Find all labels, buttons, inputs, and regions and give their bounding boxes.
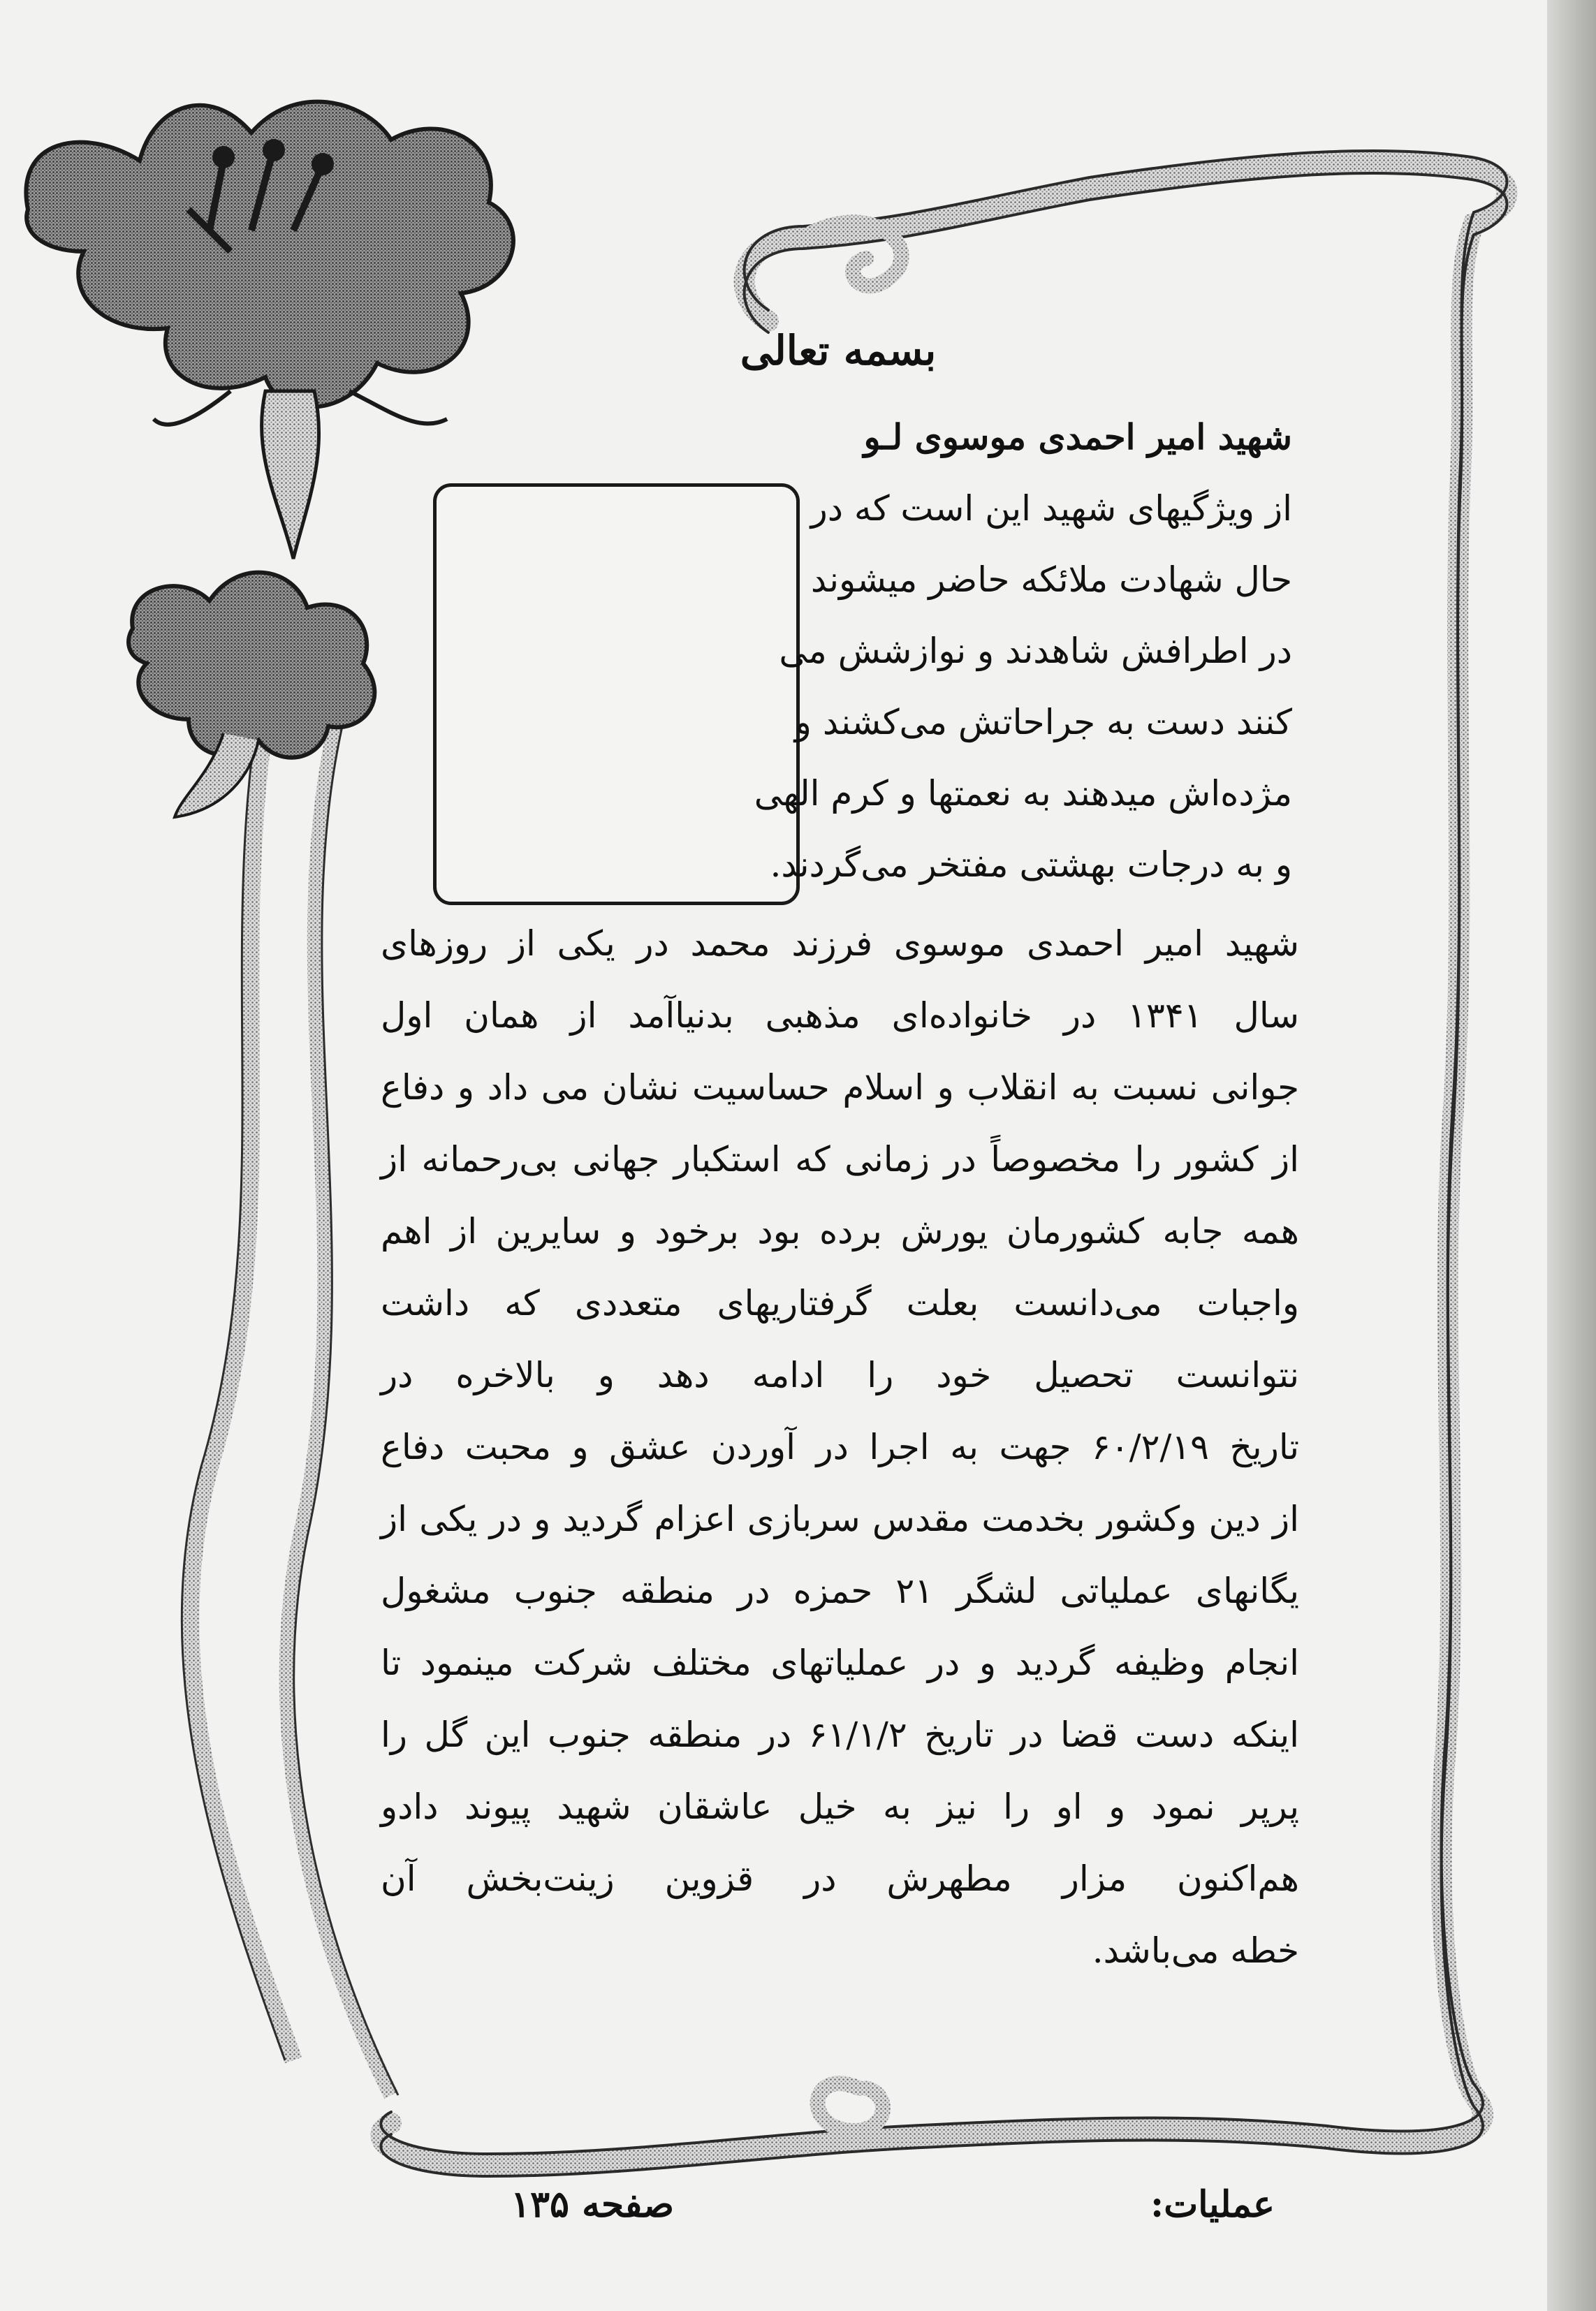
body-line: یگانهای عملیاتی لشگر ۲۱ حمزه در منطقه جنوب مشغول <box>381 1571 1299 1611</box>
body-line: پرپر نمود و او را نیز به خیل عاشقان شهید پیوند دادو <box>381 1787 1299 1827</box>
body-line: از کشور را مخصوصاً در زمانی که استکبار جهانی بی‌رحمانه از <box>381 1139 1299 1180</box>
body-line: انجام وظیفه گردید و در عملیاتهای مختلف شرکت مینمود تا <box>381 1643 1299 1683</box>
body-line: نتوانست تحصیل خود را ادامه دهد و بالاخره در <box>381 1355 1299 1395</box>
body-line: اینکه دست قضا در تاریخ ۶۱/۱/۲ در منطقه جنوب این گل را <box>381 1715 1300 1755</box>
intro-line: در اطرافش شاهدند و نوازشش می <box>779 631 1292 671</box>
body-line: تاریخ ۶۰/۲/۱۹ جهت به اجرا در آوردن عشق و محبت دفاع <box>381 1427 1300 1467</box>
body-line: هم‌اکنون مزار مطهرش در قزوین زینت‌بخش آن <box>381 1858 1299 1899</box>
operations-label: عملیات: <box>1150 2183 1275 2226</box>
portrait-photo-frame <box>433 483 800 905</box>
page-number: صفحه ۱۳۵ <box>511 2183 674 2226</box>
intro-line: مژده‌اش میدهند به نعمتها و کرم الهی <box>754 773 1292 814</box>
intro-line: و به درجات بهشتی مفتخر می‌گردند. <box>770 844 1292 885</box>
body-line: سال ۱۳۴۱ در خانواده‌ای مذهبی بدنیاآمد از همان اول <box>381 995 1299 1036</box>
body-line: از دین وکشور بخدمت مقدس سربازی اعزام گردید و در یکی از <box>381 1499 1299 1539</box>
body-line: واجبات می‌دانست بعلت گرفتاریهای متعددی که داشت <box>381 1283 1299 1323</box>
body-line: همه جابه کشورمان یورش برده بود برخود و سایرین از اهم <box>381 1211 1299 1252</box>
martyr-name-line: شهید امیر احمدی موسوی لـو <box>863 416 1292 457</box>
intro-line: کنند دست به جراحاتش می‌کشند و <box>794 702 1292 742</box>
body-line: شهید امیر احمدی موسوی فرزند محمد در یکی از روزهای <box>381 923 1299 964</box>
biography-paragraph <box>381 908 1299 1987</box>
body-line: جوانی نسبت به انقلاب و اسلام حساسیت نشان می داد و دفاع <box>381 1067 1299 1108</box>
body-line: خطه می‌باشد. <box>1092 1930 1299 1971</box>
intro-paragraph <box>754 402 1292 900</box>
intro-line: از ویژگیهای شهید این است که در <box>810 488 1292 529</box>
vine-stems <box>182 615 398 2095</box>
heading-bismillah: بسمه تعالی <box>740 327 937 374</box>
intro-line: حال شهادت ملائکه حاضر میشوند <box>810 559 1292 600</box>
